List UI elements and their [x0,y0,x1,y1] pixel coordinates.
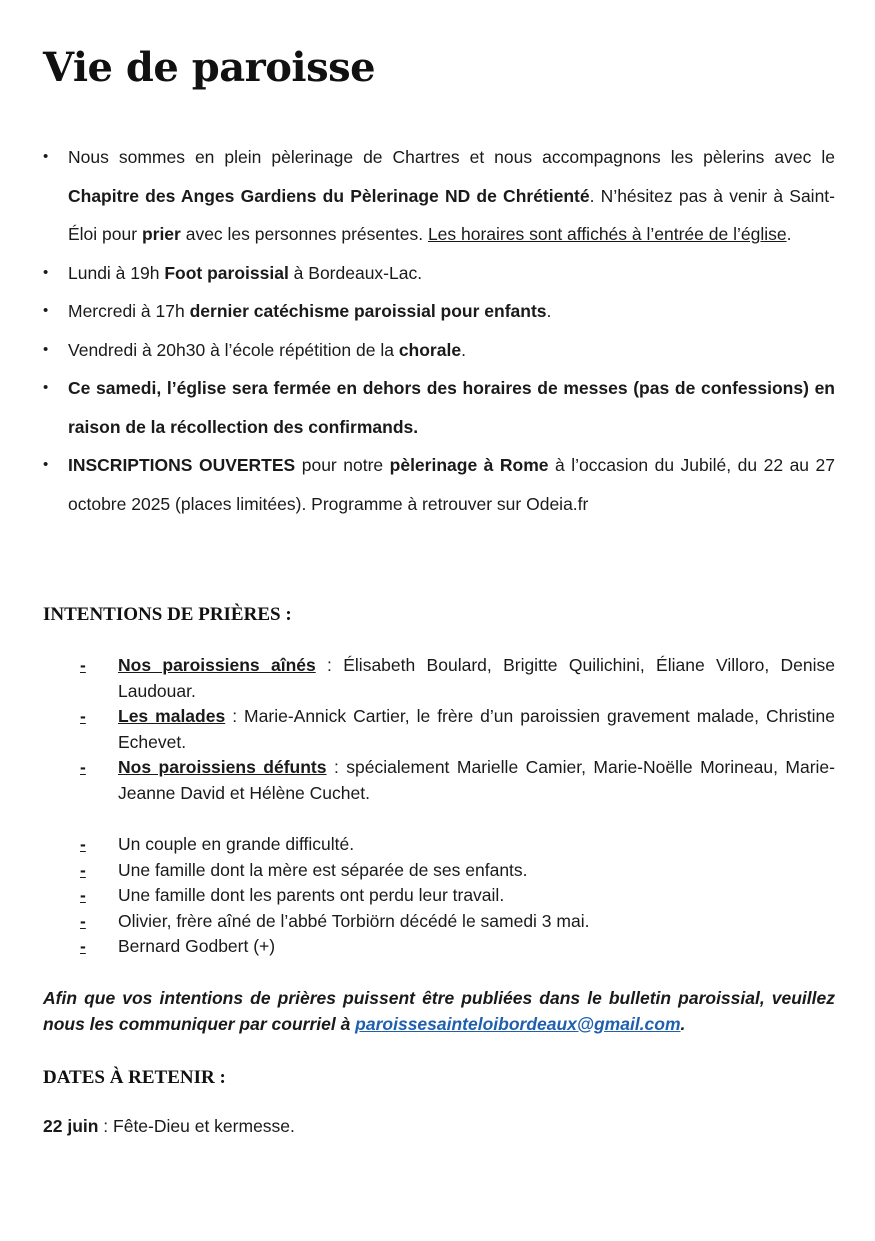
list-item: - Les malades : Marie-Annick Cartier, le frère d’un paroissien gravement malade, Christine Echevet. [43,704,835,755]
intentions-heading: INTENTIONS DE PRIÈRES : [43,604,292,625]
list-item: - Nos paroissiens aînés : Élisabeth Boulard, Brigitte Quilichini, Éliane Villoro, Denise Laudouar. [43,653,835,704]
list-item: • Ce samedi, l’église sera fermée en dehors des horaires de messes (pas de confessions) en raison de la récollection des confirmands. [43,369,835,446]
dates-heading: DATES À RETENIR : [43,1067,226,1088]
intentions-groups [43,653,835,806]
list-item: - Nos paroissiens défunts : spécialement Marielle Camier, Marie-Noëlle Morineau, Marie-Jeanne David et Hélène Cuchet. [43,755,835,806]
list-item: - Une famille dont les parents ont perdu leur travail. [43,883,835,909]
list-item: • Nous sommes en plein pèlerinage de Chartres et nous accompagnons les pèlerins avec le Chapitre des Anges Gardiens du Pèlerinage ND de Chrétienté. N’hésitez pas à venir à Saint-Éloi pour prier avec les personnes présentes. Les horaires sont affichés à l’entrée de l’église. [43,138,835,254]
list-item: - Bernard Godbert (+) [43,934,835,960]
schedule-note: Les horaires sont affichés à l’entrée de l’église [427,224,787,244]
page-title: Vie de paroisse [43,44,376,91]
contact-note: Afin que vos intentions de prières puissent être publiées dans le bulletin paroissial, veuillez nous les communiquer par courriel à paroissesainteloibordeaux@gmail.com. [43,988,835,1034]
intentions-items [43,832,835,960]
list-item: - Olivier, frère aîné de l’abbé Torbiörn décédé le samedi 3 mai. [43,909,835,935]
list-item: - Une famille dont la mère est séparée de ses enfants. [43,858,835,884]
news-list [43,138,835,523]
list-item: • Vendredi à 20h30 à l’école répétition de la chorale. [43,331,835,370]
list-item: • INSCRIPTIONS OUVERTES pour notre pèlerinage à Rome à l’occasion du Jubilé, du 22 au 27 octobre 2025 (places limitées). Programme à retrouver sur Odeia.fr [43,446,835,523]
list-item: • Lundi à 19h Foot paroissial à Bordeaux-Lac. [43,254,835,293]
list-item: - Un couple en grande difficulté. [43,832,835,858]
date-item: 22 juin : Fête-Dieu et kermesse. [43,1116,295,1136]
email-link[interactable]: paroissesainteloibordeaux@gmail.com [355,1013,681,1034]
list-item: • Mercredi à 17h dernier catéchisme paroissial pour enfants. [43,292,835,331]
